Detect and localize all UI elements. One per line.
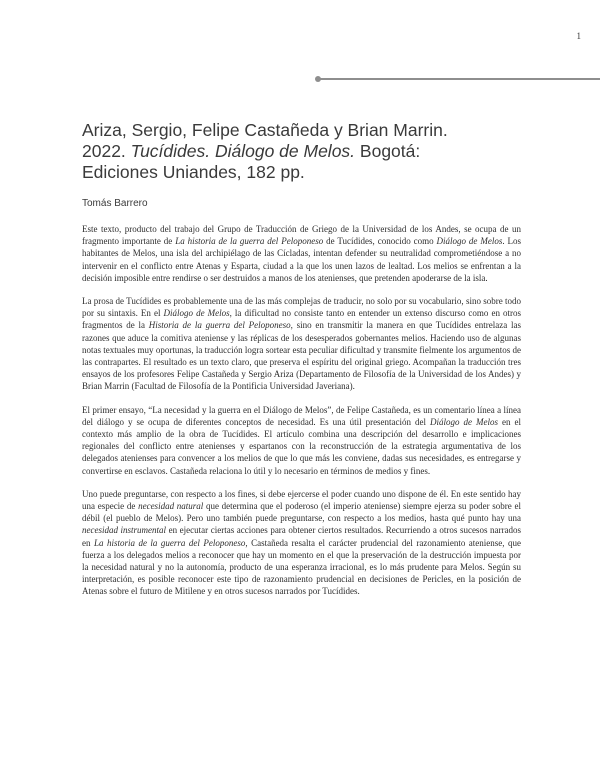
text-run: , sino en transmitir la manera en que Tucídides entrelaza las razones que aduce la comitiva ateniense y las réplicas de los desesperados gobernantes melios. Haciendo uso de algunas notas textuales muy oportunas, la traducción logra sortear esta peculiar dificultad y transmite fielmente los argumentos de las contrapartes. El resultado es un texto claro, que preserva el espíritu del original griego. Acompañan la traducción tres ensayos de los profesores Felipe Castañeda y Sergio Ariza (Departamento de Filosofía de la Universidad de los Andes) y Brian Marrin (Facultad de Filosofía de la Pontificia Universidad Javeriana). xyxy=(82,320,521,392)
paragraph xyxy=(82,295,521,393)
text-run: , Castañeda resalta el carácter prudencial del razonamiento ateniense, que fuerza a los delegados melios a reconocer que hay un momento en el que la preservación de la destrucción impuesta por la necesidad natural y no la autonomía, producto de una esperanza irracional, es lo más prudente para Melos. Según su interpretación, es posible reconocer este tipo de razonamiento prudencial en decisiones de Pericles, en la posición de Atenas sobre el futuro de Mitilene y en otros sucesos narrados por Tucídides. xyxy=(82,537,521,597)
italic-title-run: Diálogo de Melos xyxy=(436,236,503,247)
title-line-3: Ediciones Uniandes, 182 pp. xyxy=(82,162,305,182)
review-author: Tomás Barrero xyxy=(82,198,148,209)
book-title xyxy=(82,120,542,183)
paragraph xyxy=(82,404,521,477)
text-run: de Tucídides, conocido como xyxy=(323,236,437,247)
italic-title-run: Historia de la guerra del Peloponeso xyxy=(148,320,291,331)
title-place: Bogotá: xyxy=(359,141,421,161)
italic-title-run: Diálogo de Melos xyxy=(430,416,499,427)
text-run: El primer ensayo, “La necesidad y la guerra en el Diálogo de Melos”, de Felipe Castañeda, es un comentario línea a línea del diálogo y se ocupa de diferentes conceptos de necesidad. Es una útil presentación del xyxy=(82,404,521,427)
text-run: La prosa de Tucídides es probablemente una de las más complejas de traducir, no solo por su vocabulario, sino sobre todo por su sintaxis. En el xyxy=(82,296,521,319)
text-run: . Los habitantes de Melos, una isla del archipiélago de las Cícladas, intentan defender su neutralidad comprometiéndose a no intervenir en el conflicto entre Atenas y Esparta, ciudad a la que los unen lazos de lealtad. Los melios se enfrentan a la decisión imposible entre rendirse o ser destruidos a manos de los atenienses, que pretenden apoderarse de la isla. xyxy=(82,236,522,283)
title-work: Tucídides. Diálogo de Melos. xyxy=(130,141,356,161)
italic-title-run: Diálogo de Melos xyxy=(163,308,230,319)
title-line-1: Ariza, Sergio, Felipe Castañeda y Brian Marrin. xyxy=(82,120,448,140)
header-rule xyxy=(318,78,600,80)
page-number: 1 xyxy=(576,31,581,41)
paragraph xyxy=(82,488,521,598)
text-run: , la dificultad no consiste tanto en entender un extenso discurso como en otros fragmentos de la xyxy=(82,308,521,331)
text-run: que determina que el poderoso (el imperio ateniense) siempre ejerza su poder sobre el débil (el pueblo de Melos). Pero uno también puede preguntarse, con respecto a los medios, hasta qué punto hay una xyxy=(82,501,521,524)
italic-title-run: La historia de la guerra del Peloponeso xyxy=(175,236,324,247)
text-run: en ejecutar ciertas acciones para obtener ciertos resultados. Recurriendo a otros sucesos narrados en xyxy=(82,525,521,548)
italic-title-run: necesidad natural xyxy=(138,501,204,512)
text-run: Este texto, producto del trabajo del Grupo de Traducción de Griego de la Universidad de los Andes, se ocupa de un fragmento importante de xyxy=(82,224,521,247)
italic-title-run: La historia de la guerra del Peloponeso xyxy=(93,537,246,548)
paragraph xyxy=(82,223,521,284)
review-body xyxy=(82,223,521,609)
italic-title-run: necesidad instrumental xyxy=(82,525,167,536)
text-run: en el contexto más amplio de la obra de Tucídides. El artículo combina una descripción del desarrollo e implicaciones regionales del conflicto entre atenienses y espartanos con la reconstrucción de la estrategia argumentativa de los delegados atenienses para convencer a los melios de que lo que más les conviene, dadas sus necesidades, es entregarse y convertirse en esclavos. Castañeda relaciona lo útil y lo necesario en términos de medios y fines. xyxy=(82,416,521,476)
title-year: 2022. xyxy=(82,141,126,161)
text-run: Uno puede preguntarse, con respecto a los fines, si debe ejercerse el poder cuando uno dispone de él. En este sentido hay una especie de xyxy=(82,488,521,512)
